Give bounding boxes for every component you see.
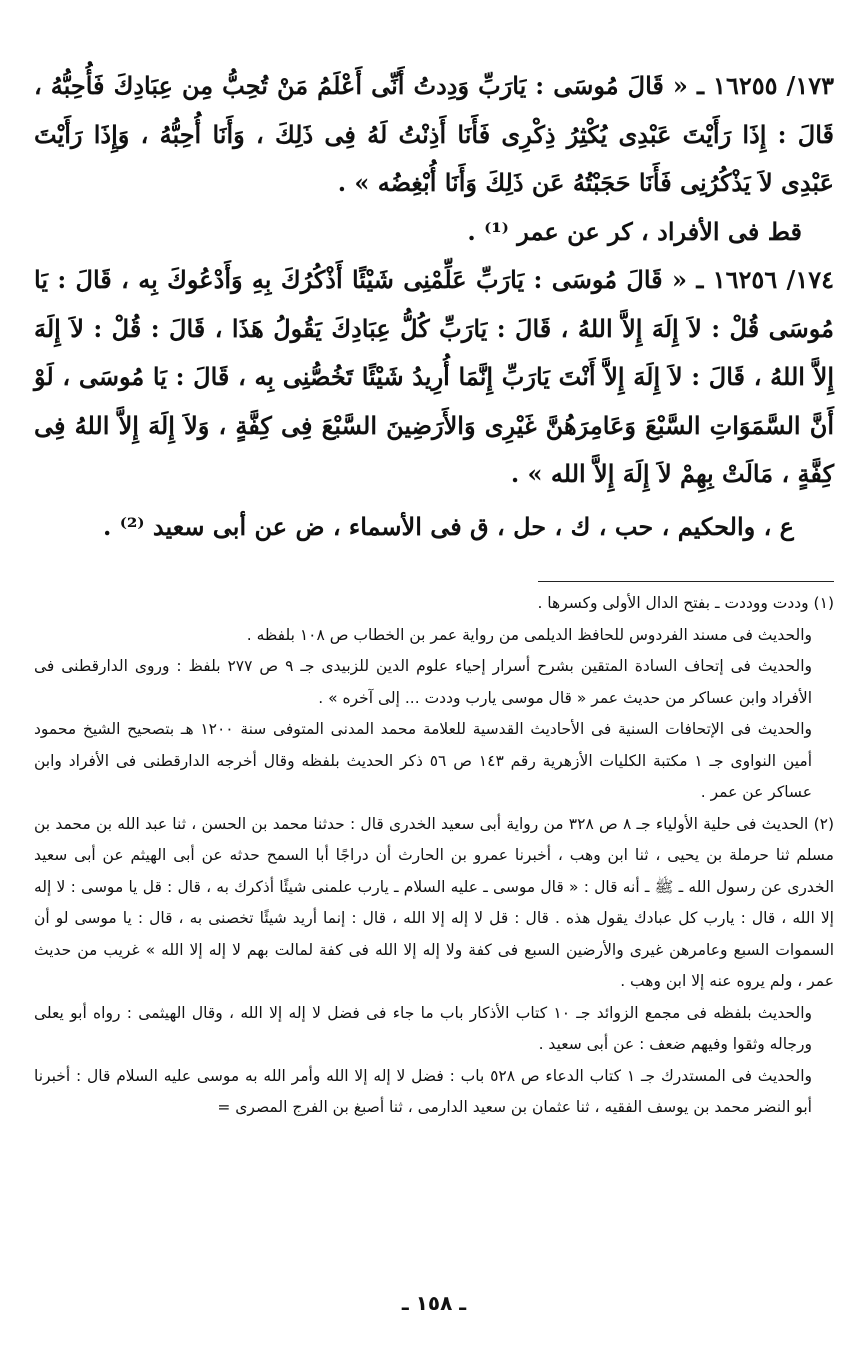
footnotes [34, 588, 834, 1124]
hadith-174: ١٧٤/ ١٦٢٥٦ ـ « قَالَ مُوسَى : يَارَبِّ عَلِّمْنِى شَيْئًا أَذْكُرُكَ بِهِ وَأَدْعُوكَ بِه ، قَالَ : يَا مُوسَى قُلْ : لاَ إِلَهَ إِلاَّ اللهُ ، قَالَ : يَارَبِّ كُلُّ عِبَادِكَ يَقُولُ هَذَا ، قَالَ : قُلْ : لاَ إِلَهَ إِلاَّ اللهُ ، قَالَ : لاَ إِلَهَ إِلاَّ أَنْتَ يَارَبِّ إِنَّمَا أُرِيدُ شَيْئًا تَخُصُّنِى بِه ، قَالَ : يَا مُوسَى ، لَوْ أَنَّ السَّمَوَاتِ السَّبْعَ وَعَامِرَهُنَّ غَيْرِى وَالأَرَضِينَ السَّبْعَ فِى كِفَّةٍ ، وَلاَ إِلَهَ إِلاَّ اللهُ فِى كِفَّةٍ ، مَالَتْ بِهِمْ لاَ إِلَهَ إِلاَّ الله » . [34, 265, 835, 488]
footnote-1-ithaf: والحديث فى إتحاف السادة المتقين بشرح أسرار إحياء علوم الدين للزبيدى جـ ٩ ص ٢٧٧ بلفظ : وروى الدارقطنى فى الأفراد وابن عساكر من حديث عمر « قال موسى يارب وددت ... إلى آخره » . [34, 657, 813, 707]
footnote-separator [538, 581, 834, 582]
footnote-2-mustadrak: والحديث فى المستدرك جـ ١ كتاب الدعاء ص ٥٢٨ باب : فضل لا إله إلا الله وأمر الله به موسى عليه السلام قال : أخبرنا أبو النضر محمد بن يوسف الفقيه ، ثنا عثمان بن سعيد الدارمى ، ثنا أصبغ بن الفرج المصرى = [34, 1066, 812, 1116]
book-page [34, 62, 834, 1124]
main-text [34, 62, 834, 551]
footnote-1-firdaws: والحديث فى مسند الفردوس للحافظ الديلمى من رواية عمر بن الخطاب ص ١٠٨ بلفظه . [246, 625, 812, 644]
hadith-173: ١٧٣/ ١٦٢٥٥ ـ « قَالَ مُوسَى : يَارَبِّ وَدِدتُ أَنِّى أَعْلَمُ مَنْ تُحِبُّ مِن عِبَادِكَ فَأُحِبُّهُ ، قَالَ : إِذَا رَأَيْتَ عَبْدِى يُكْثِرُ ذِكْرِى فَأَنَا أَذِنْتُ لَهُ فِى ذَلِكَ ، وَأَنَا أُحِبُّهُ ، وَإِذَا رَأَيْتَ عَبْدِى لاَ يَذْكُرُنِى فَأَنَا حَجَبْتُهُ عَن ذَلِكَ وَأَنَا أُبْغِضُه » . [34, 71, 835, 197]
hadith-174-source: ع ، والحكيم ، حب ، ك ، حل ، ق فى الأسماء ، ض عن أبى سعيد ⁽²⁾ . [103, 511, 794, 541]
hadith-173-source: قط فى الأفراد ، كر عن عمر ⁽¹⁾ . [467, 216, 802, 246]
footnote-2-majma: والحديث بلفظه فى مجمع الزوائد جـ ١٠ كتاب الأذكار باب ما جاء فى فضل لا إله إلا الله ، وقال الهيثمى : رواه أبو يعلى ورجاله وثقوا وفيهم ضعف : عن أبى سعيد . [34, 1003, 812, 1053]
footnote-1: (١) وددت ووددت ـ بفتح الدال الأولى وكسرها . [537, 594, 834, 612]
footnote-2: (٢) الحديث فى حلية الأولياء جـ ٨ ص ٣٢٨ من رواية أبى سعيد الخدرى قال : حدثنا محمد بن الحسن ، ثنا عبد الله بن محمد بن مسلم ثنا حرملة بن يحيى ، ثنا ابن وهب ، أخبرنا عمرو بن الحارث أن دراجًا أبا السمح حدثه عن أبى الهيثم عن أبى سعيد الخدرى عن رسول الله ـ ﷺ ـ أنه قال : « قال موسى ـ عليه السلام ـ يارب علمنى شيئًا أذكرك به ، قال : قل يا موسى : لا إله إلا الله ، قال : يارب كل عبادك يقول هذه . قال : قل لا إله إلا الله ، قال : إنما أريد شيئًا تخصنى به ، قال : يا موسى لو أن السموات السبع وعامرهن غيرى والأرضين السبع فى كفة ولا إله إلا الله فى كفة لمالت بهم لا إله إلا الله » غريب من حديث عمر ، ولم يروه عنه إلا ابن وهب . [34, 814, 835, 990]
footnote-1-ithafat: والحديث فى الإتحافات السنية فى الأحاديث القدسية للعلامة محمد المدنى المتوفى سنة ١٢٠٠ هـ بتصحيح الشيخ محمود أمين النواوى جـ ١ مكتبة الكليات الأزهرية رقم ١٤٣ ص ٥٦ ذكر الحديث بلفظه وقال أخرجه الدارقطنى فى الأفراد وابن عساكر عن عمر . [34, 720, 812, 801]
page-number: ـ ١٥٨ ـ [401, 1291, 467, 1315]
